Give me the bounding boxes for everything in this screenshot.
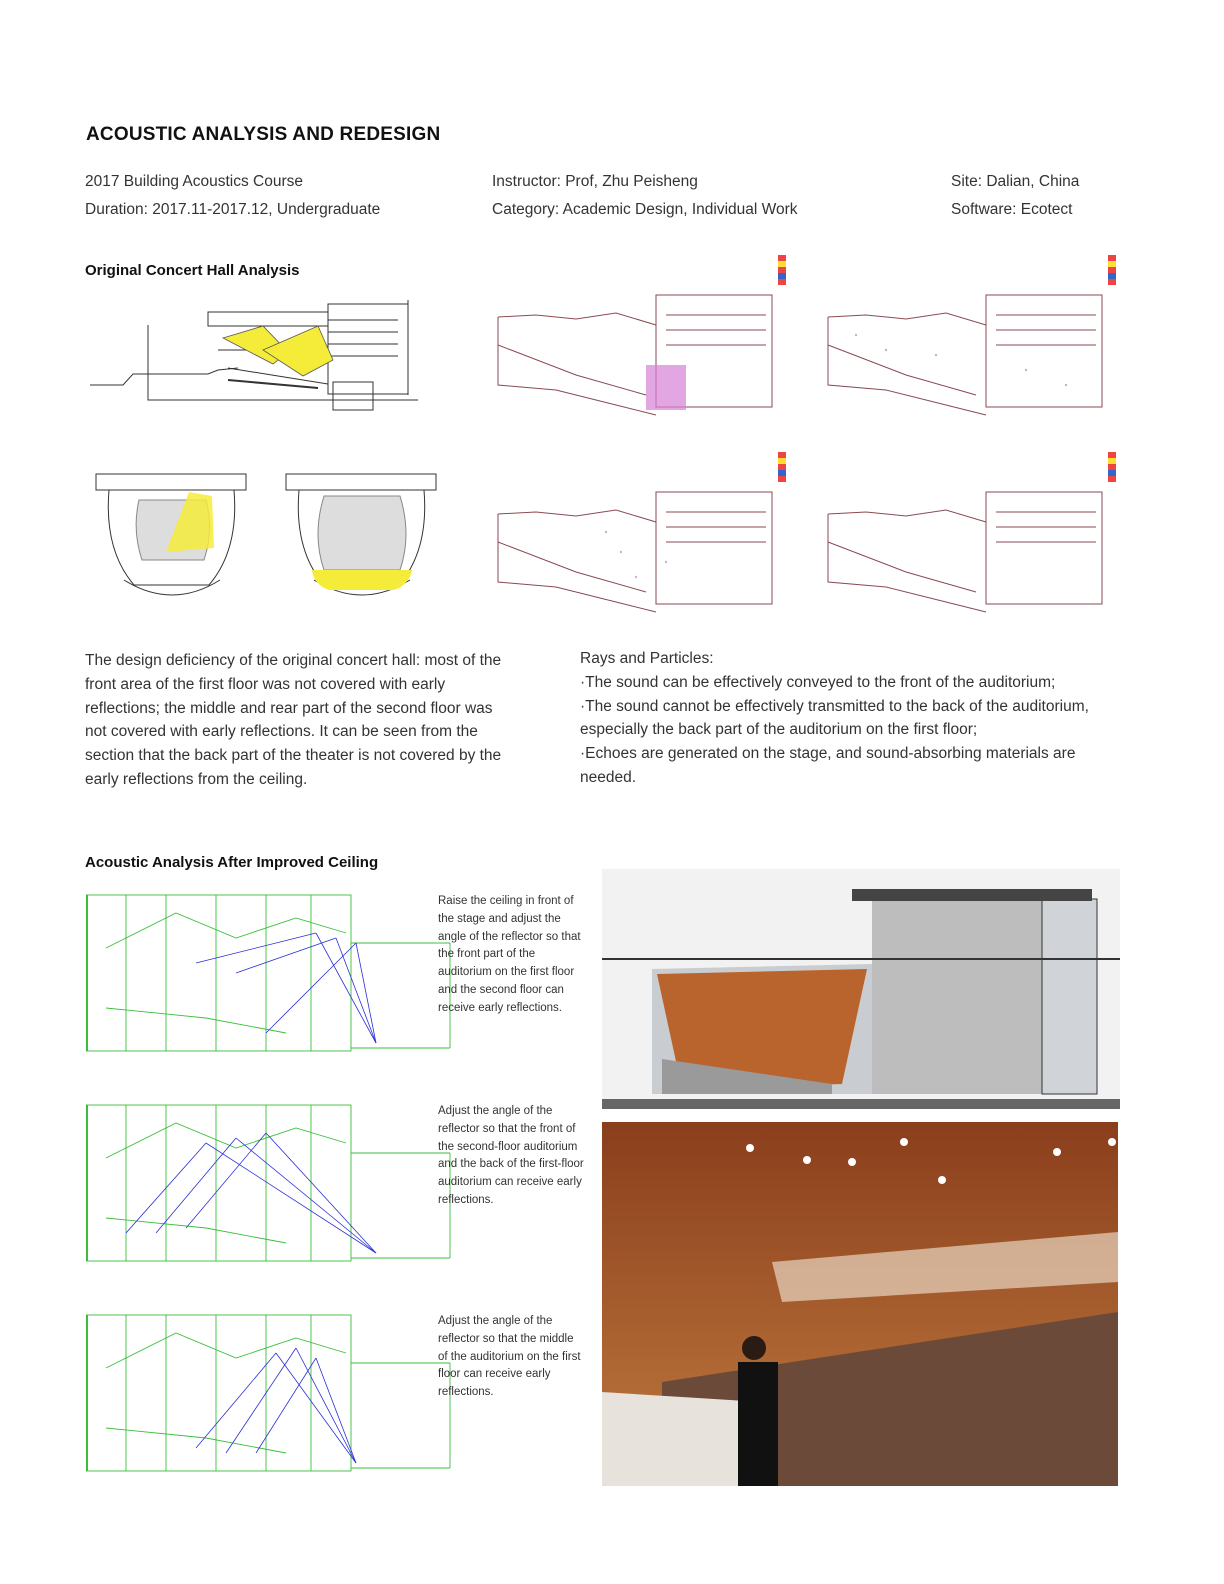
rays-and-particles [580,647,1115,790]
course-name: 2017 Building Acoustics Course [85,173,303,190]
site: Site: Dalian, China [951,173,1080,190]
original-analysis-heading: Original Concert Hall Analysis [85,262,300,279]
rays-point: ·Echoes are generated on the stage, and sound-absorbing materials are needed. [580,745,1076,786]
course-duration: Duration: 2017.11-2017.12, Undergraduate [85,201,381,218]
rays-point: ·The sound cannot be effectively transmitted to the back of the auditorium, especially the back part of the auditorium on the first floor; [580,697,1089,739]
original-section-drawing [88,290,438,415]
particle-panel-3 [496,452,796,620]
rays-point: ·The sound can be effectively conveyed to the front of the auditorium; [580,673,1056,691]
particle-panel-1 [496,255,796,423]
interior-render-image [602,1122,1118,1486]
ray-diagram-1 [86,893,456,1063]
rays-title: Rays and Particles: [580,650,714,667]
particle-panel-2 [826,255,1126,423]
improved-analysis-heading: Acoustic Analysis After Improved Ceiling [85,854,379,871]
software: Software: Ecotect [951,201,1073,218]
original-description: The design deficiency of the original concert hall: most of the front area of the first floor was not covered with early reflections; the middle and rear part of the second floor was not covered with early reflections. It can be seen from the section that the back part of the theater is not covered by the early reflections from the ceiling. [85,652,502,788]
ray-note-3: Adjust the angle of the reflector so that the middle of the auditorium on the first floor can receive early reflections. [438,1315,581,1399]
section-render-image [602,869,1120,1109]
plan-drawing-first-floor [94,460,250,610]
particle-panel-4 [826,452,1126,620]
category: Category: Academic Design, Individual Work [492,201,798,218]
ray-diagram-2 [86,1103,456,1273]
site-info [951,168,1079,224]
plan-drawing-second-floor [284,460,440,610]
course-info [85,168,380,224]
instructor-info [492,168,798,224]
page-title: ACOUSTIC ANALYSIS AND REDESIGN [86,124,441,145]
ray-note-1: Raise the ceiling in front of the stage and adjust the angle of the reflector so that the front part of the auditorium on the first floor and the second floor can receive early reflections. [438,895,581,1014]
ray-diagram-3 [86,1313,456,1483]
ray-note-2: Adjust the angle of the reflector so that the front of the second-floor auditorium and the back of the first-floor auditorium can receive early reflections. [438,1105,584,1206]
instructor: Instructor: Prof, Zhu Peisheng [492,173,698,190]
